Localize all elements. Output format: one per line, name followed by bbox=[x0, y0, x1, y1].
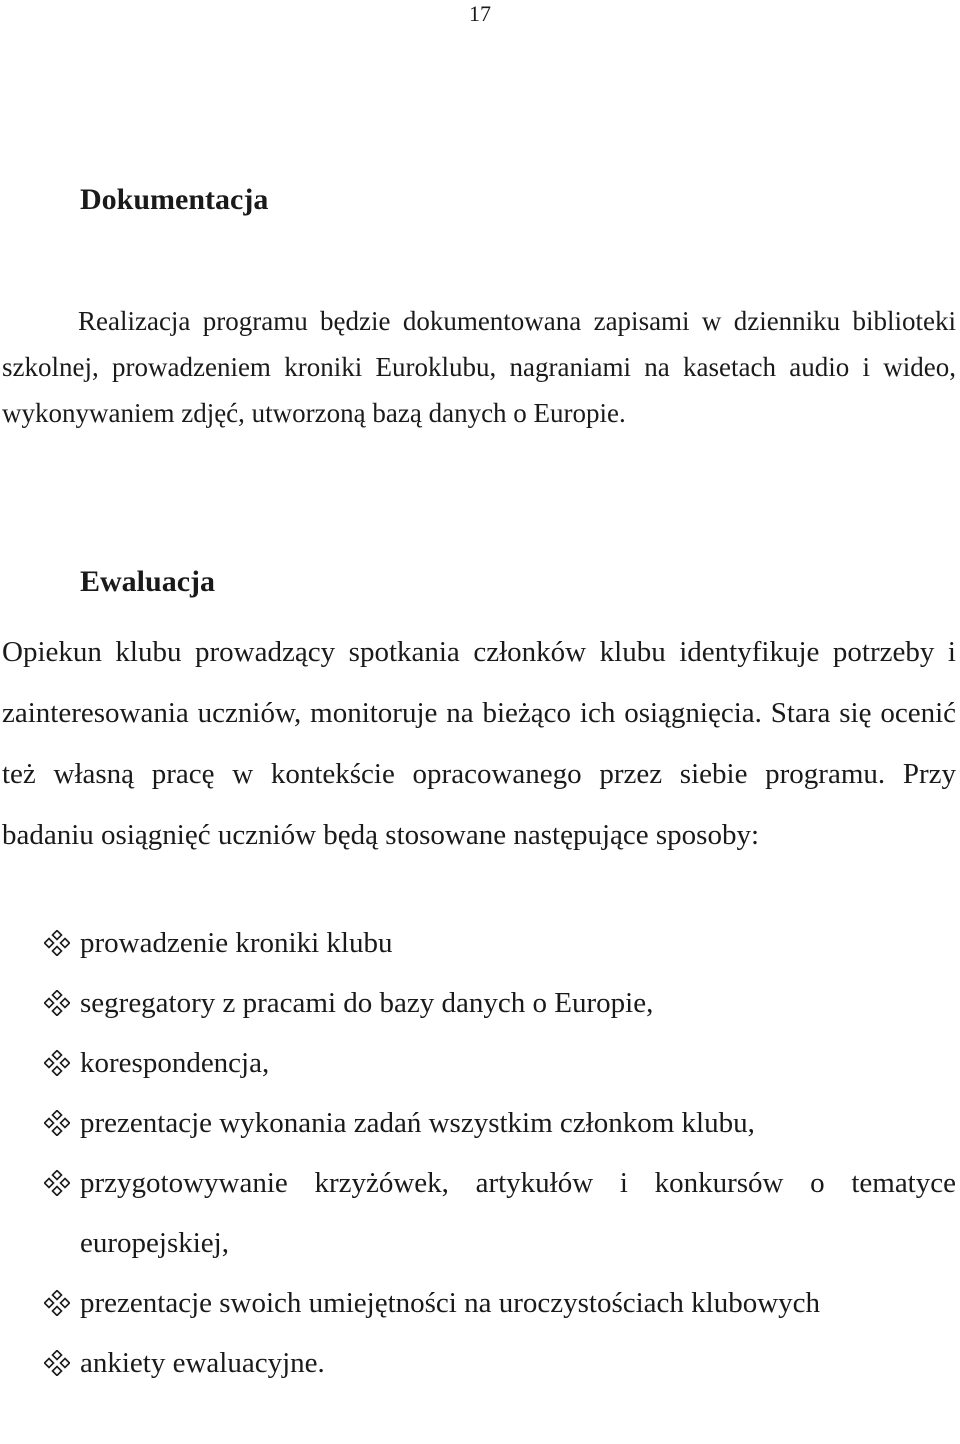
list-item-text: ankiety ewaluacyjne. bbox=[80, 1347, 325, 1379]
list-item bbox=[0, 1093, 956, 1153]
list-item-text: przygotowywanie krzyżówek, artykułów i konkursów o tematyce europejskiej, bbox=[80, 1167, 956, 1259]
list-item bbox=[0, 1153, 956, 1273]
list-item bbox=[0, 973, 956, 1033]
list-item bbox=[0, 1333, 956, 1393]
evaluation-heading: Ewaluacja bbox=[80, 565, 215, 598]
page-number: 17 bbox=[469, 1, 491, 26]
list-item-text: segregatory z pracami do bazy danych o Europie, bbox=[80, 987, 654, 1019]
list-item-text: korespondencja, bbox=[80, 1047, 270, 1079]
evaluation-methods-list bbox=[0, 913, 956, 1393]
list-item-text: prowadzenie kroniki klubu bbox=[80, 927, 393, 959]
list-item-text: prezentacje swoich umiejętności na uroczystościach klubowych bbox=[80, 1287, 821, 1319]
diamond-bullet-icon bbox=[44, 1350, 70, 1376]
list-item-text: prezentacje wykonania zadań wszystkim członkom klubu, bbox=[80, 1107, 755, 1139]
evaluation-paragraph: Opiekun klubu prowadzący spotkania członków klubu identyfikuje potrzeby i zainteresowania uczniów, monitoruje na bieżąco ich osiągnięcia. Stara się ocenić też własną pracę w kontekście opracowanego przez siebie programu. Przy badaniu osiągnięć uczniów będą stosowane następujące sposoby: bbox=[2, 636, 956, 851]
list-item bbox=[0, 1273, 956, 1333]
documentation-heading: Dokumentacja bbox=[80, 183, 269, 216]
diamond-bullet-icon bbox=[44, 1290, 70, 1316]
diamond-bullet-icon bbox=[44, 1050, 70, 1076]
diamond-bullet-icon bbox=[44, 1170, 70, 1196]
documentation-paragraph: Realizacja programu będzie dokumentowana zapisami w dzienniku biblioteki szkolnej, prowadzeniem kroniki Euroklubu, nagraniami na kasetach audio i wideo, wykonywaniem zdjęć, utworzoną bazą danych o Europie. bbox=[2, 306, 956, 428]
list-item bbox=[0, 1033, 956, 1093]
diamond-bullet-icon bbox=[44, 1110, 70, 1136]
diamond-bullet-icon bbox=[44, 930, 70, 956]
list-item bbox=[0, 913, 956, 973]
diamond-bullet-icon bbox=[44, 990, 70, 1016]
